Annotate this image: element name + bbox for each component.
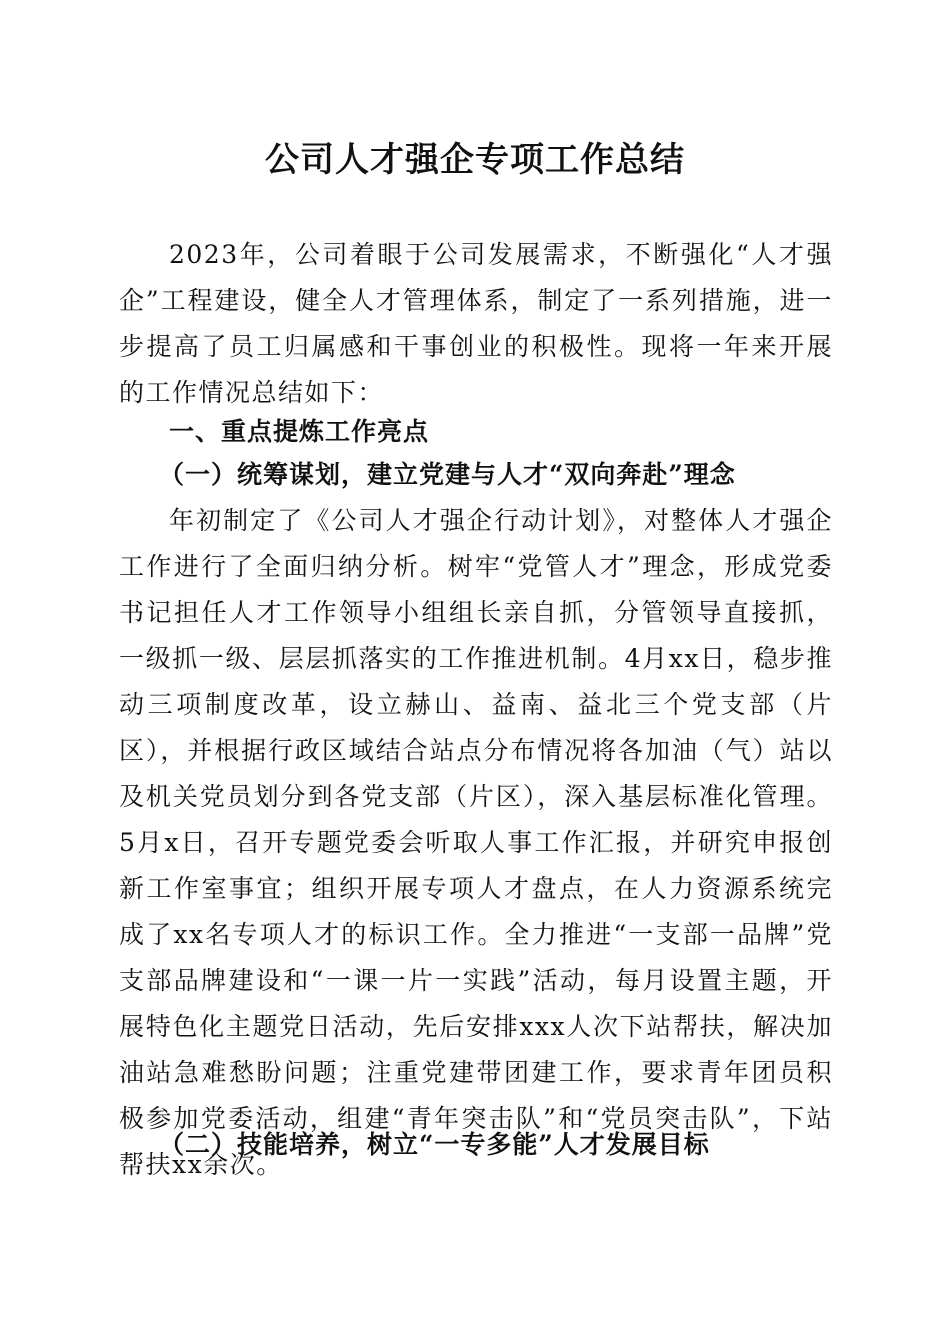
intro-paragraph: 2023年，公司着眼于公司发展需求，不断强化“人才强企”工程建设，健全人才管理体系，制定了一系列措施，进一步提高了员工归属感和干事创业的积极性。现将一年来开展的工作情况总结如下： <box>119 240 833 407</box>
subsection-1-heading: （一）统筹谋划，建立党建与人才“双向奔赴”理念 <box>159 460 736 489</box>
subsection-2-heading: （二）技能培养，树立“一专多能”人才发展目标 <box>159 1130 710 1159</box>
document-title: 公司人才强企专项工作总结 <box>265 140 685 180</box>
subsection-1-paragraph: 年初制定了《公司人才强企行动计划》，对整体人才强企工作进行了全面归纳分析。树牢“党管人才”理念，形成党委书记担任人才工作领导小组组长亲自抓，分管领导直接抓，一级抓一级、层层抓落实的工作推进机制。4月xx日，稳步推动三项制度改革，设立赫山、益南、益北三个党支部（片区），并根据行政区域结合站点分布情况将各加油（气）站以及机关党员划分到各党支部（片区），深入基层标准化管理。5月x日，召开专题党委会听取人事工作汇报，并研究申报创新工作室事宜；组织开展专项人才盘点，在人力资源系统完成了xx名专项人才的标识工作。全力推进“一支部一品牌”党支部品牌建设和“一课一片一实践”活动，每月设置主题，开展特色化主题党日活动，先后安排xxx人次下站帮扶，解决加油站急难愁盼问题；注重党建带团建工作，要求青年团员积极参加党委活动，组建“青年突击队”和“党员突击队”，下站帮扶xx余次。 <box>119 506 833 1179</box>
section-1-heading: 一、重点提炼工作亮点 <box>169 417 430 446</box>
